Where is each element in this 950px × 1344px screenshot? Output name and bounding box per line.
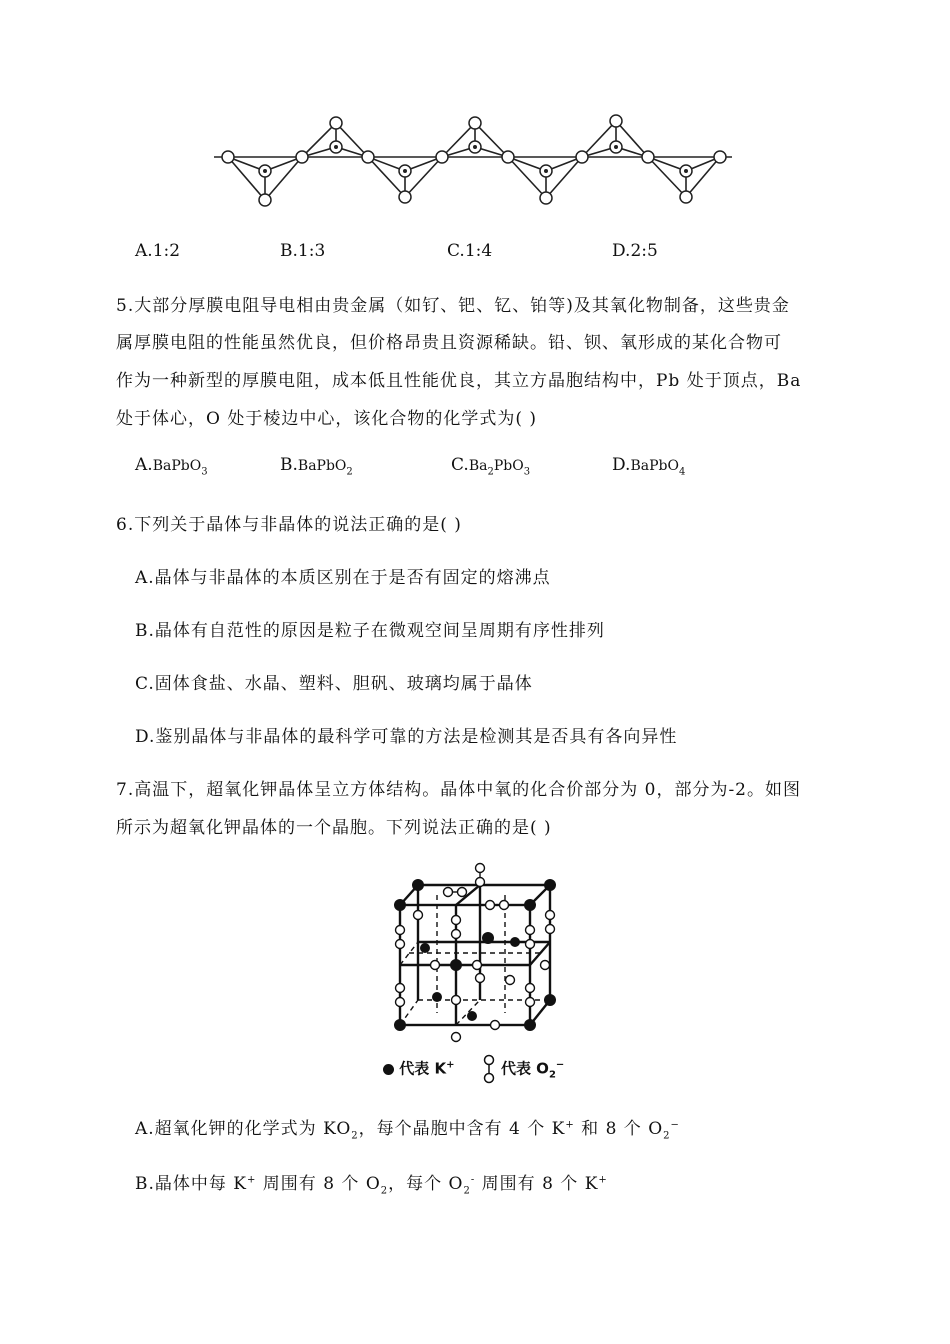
q5-option-d[interactable] xyxy=(612,455,685,477)
q4-option-b[interactable] xyxy=(280,241,325,261)
option-text: 2:5 xyxy=(630,241,658,261)
option-label: D. xyxy=(612,241,631,261)
q4-option-d[interactable] xyxy=(612,241,658,261)
q5-option-a[interactable] xyxy=(135,455,208,477)
superscript: + xyxy=(247,1174,257,1186)
option-text: 周围有 8 个 O xyxy=(256,1174,381,1194)
q5-stem-line-2: 属厚膜电阻的性能虽然优良，但价格昂贵且资源稀缺。铅、钡、氧形成的某化合物可 xyxy=(116,333,782,353)
q5-stem-line-1: 5.大部分厚膜电阻导电相由贵金属（如钌、钯、钇、铂等)及其氧化物制备，这些贵金 xyxy=(116,296,790,316)
q6-option-b[interactable]: B.晶体有自范性的原因是粒子在微观空间呈周期有序性排列 xyxy=(135,621,605,641)
formula: BaPbO xyxy=(152,458,202,474)
q6-option-c[interactable]: C.固体食盐、水晶、塑料、胆矾、玻璃均属于晶体 xyxy=(135,674,533,694)
superscript: − xyxy=(670,1119,680,1131)
option-label: B. xyxy=(280,241,298,261)
legend xyxy=(383,1054,564,1084)
ko2-unit-cell-figure xyxy=(380,860,570,1045)
q7-option-a[interactable] xyxy=(135,1114,680,1141)
q7-stem-line-2: 所示为超氧化钾晶体的一个晶胞。下列说法正确的是( ) xyxy=(116,818,552,838)
subscript: 2 xyxy=(380,1185,389,1197)
option-label: C. xyxy=(447,241,465,261)
option-label: D. xyxy=(612,455,631,475)
formula: BaPbO xyxy=(297,458,347,474)
q5-option-b[interactable] xyxy=(280,455,353,477)
q6-option-a[interactable]: A.晶体与非晶体的本质区别在于是否有固定的熔沸点 xyxy=(135,568,551,588)
o2-ion-icon xyxy=(482,1054,496,1084)
option-label: C. xyxy=(451,455,469,475)
q5-option-c[interactable] xyxy=(451,455,530,477)
q7-option-b[interactable] xyxy=(135,1169,608,1196)
k-ion-icon xyxy=(383,1064,394,1075)
q4-option-a[interactable] xyxy=(135,241,180,261)
subscript: 4 xyxy=(678,466,686,478)
option-text: 1:2 xyxy=(152,241,181,261)
subscript: 2 xyxy=(346,466,353,478)
superscript: − xyxy=(555,1059,565,1071)
formula: BaPbO xyxy=(630,458,679,474)
option-text: 1:4 xyxy=(464,241,493,261)
q6-stem: 6.下列关于晶体与非晶体的说法正确的是( ) xyxy=(116,515,462,535)
legend-o2-label: 代表 O xyxy=(500,1059,549,1078)
q5-stem-line-3: 作为一种新型的厚膜电阻，成本低且性能优良，其立方晶胞结构中，Pb 处于顶点，Ba xyxy=(116,371,802,391)
subscript: 2 xyxy=(663,1130,671,1142)
option-text: 周围有 8 个 K xyxy=(475,1174,599,1194)
superscript: + xyxy=(446,1059,455,1071)
option-text: 和 8 个 O xyxy=(574,1119,664,1139)
option-text: A.超氧化钾的化学式为 KO xyxy=(135,1119,352,1139)
subscript: 3 xyxy=(523,466,531,478)
subscript: 2 xyxy=(548,1069,556,1081)
superscript: + xyxy=(598,1174,608,1186)
option-text: 1:3 xyxy=(297,241,326,261)
q4-option-c[interactable] xyxy=(447,241,492,261)
superscript: + xyxy=(565,1119,575,1131)
q5-stem-line-4: 处于体心，O 处于棱边中心，该化合物的化学式为( ) xyxy=(116,409,538,429)
option-text: B.晶体中每 K xyxy=(135,1174,248,1194)
chain-structure-figure xyxy=(200,105,760,215)
subscript: 3 xyxy=(201,466,208,478)
q6-option-d[interactable]: D.鉴别晶体与非晶体的最科学可靠的方法是检测其是否具有各向异性 xyxy=(135,727,678,747)
option-text: ，每个晶胞中含有 4 个 K xyxy=(358,1119,566,1139)
subscript: 2 xyxy=(487,466,494,478)
subscript: 2 xyxy=(351,1130,359,1142)
subscript: 2 xyxy=(463,1185,471,1197)
option-label: B. xyxy=(280,455,298,475)
option-label: A. xyxy=(135,241,153,261)
option-label: A. xyxy=(135,455,153,475)
formula: PbO xyxy=(493,458,524,474)
q7-stem-line-1: 7.高温下，超氧化钾晶体呈立方体结构。晶体中氧的化合价部分为 0，部分为-2。如图 xyxy=(116,780,801,800)
legend-k-label: 代表 K xyxy=(399,1059,447,1078)
superscript: - xyxy=(470,1174,476,1186)
formula: Ba xyxy=(468,458,488,474)
option-text: ，每个 O xyxy=(388,1174,464,1194)
